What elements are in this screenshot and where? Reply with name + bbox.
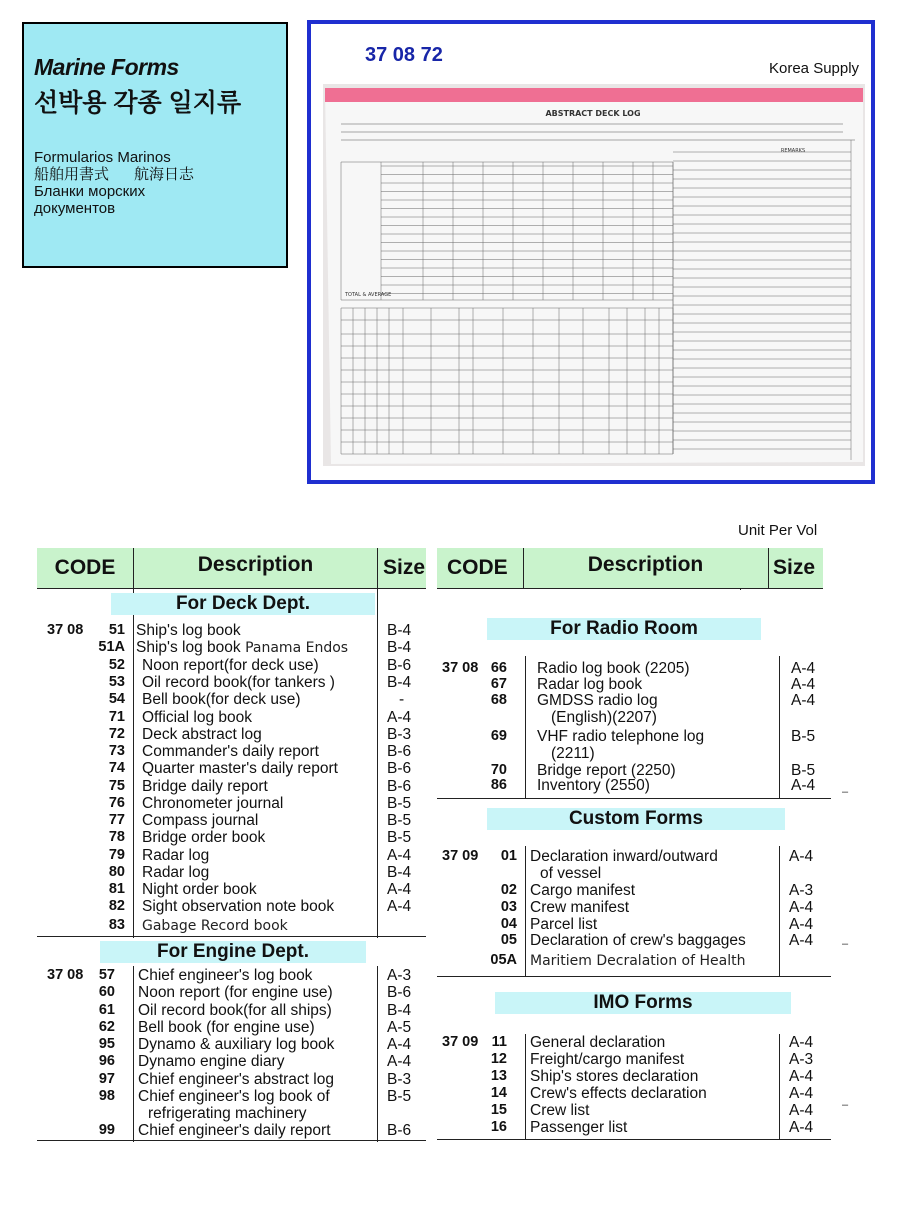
description-text: Quarter master's daily report (142, 760, 338, 777)
description-text: Chief engineer's log book of (138, 1088, 330, 1105)
code-number: 78 (108, 829, 125, 845)
description-text: Declaration inward/outward (530, 848, 718, 865)
title-russian-line2: документов (34, 200, 116, 217)
catalog-row (37, 984, 426, 1001)
section-title-engine-dept: For Engine Dept. (100, 941, 366, 963)
catalog-row (37, 691, 426, 708)
size-value: B-4 (387, 622, 412, 639)
size-value: A-4 (387, 1053, 412, 1070)
size-value: B-5 (387, 829, 412, 846)
catalog-row (437, 882, 831, 899)
catalog-row (37, 743, 426, 760)
size-value: B-6 (387, 657, 412, 674)
catalog-row (437, 692, 831, 726)
description-text: Bridge report (2250) (537, 762, 676, 779)
description-text: Compass journal (142, 812, 259, 829)
header-description: Description (587, 553, 704, 576)
abstract-deck-log-photo (323, 84, 865, 466)
item-description (530, 1102, 589, 1119)
catalog-row (437, 1034, 831, 1051)
row-divider (37, 1140, 426, 1141)
section-title-custom-forms: Custom Forms (487, 808, 785, 830)
row-divider (437, 798, 831, 799)
catalog-row (37, 1122, 426, 1139)
item-description (530, 899, 629, 916)
size-value: A-3 (789, 882, 814, 899)
code-number: 73 (108, 743, 125, 759)
item-description (142, 881, 257, 898)
code-number: 52 (108, 657, 125, 673)
code-number: 11 (491, 1034, 507, 1050)
item-description (537, 692, 658, 726)
item-description (142, 726, 262, 743)
description-text: Parcel list (530, 916, 598, 933)
row-divider (37, 936, 426, 937)
code-prefix: 37 09 (442, 848, 479, 864)
item-description (530, 1119, 627, 1136)
description-text: Noon report (for engine use) (138, 984, 333, 1001)
catalog-row (37, 674, 426, 691)
section-title-imo-forms: IMO Forms (495, 992, 791, 1014)
size-value: B-5 (387, 1088, 412, 1105)
title-english: Marine Forms (34, 54, 179, 80)
code-number: 05A (490, 952, 517, 968)
code-prefix: 37 08 (442, 660, 479, 676)
item-description (142, 864, 209, 881)
left-table-header (37, 548, 426, 588)
item-description (142, 898, 334, 915)
description-text: Official log book (142, 709, 252, 726)
description-text: GMDSS radio log (537, 692, 658, 709)
margin-dash: – (842, 938, 849, 950)
row-divider (37, 588, 426, 589)
code-number: 74 (108, 760, 125, 776)
header-description: Description (197, 553, 314, 576)
description-text: Passenger list (530, 1119, 628, 1136)
size-value: A-4 (791, 692, 816, 709)
catalog-row (37, 778, 426, 795)
item-description (138, 1053, 284, 1070)
catalog-row (437, 676, 831, 693)
catalog-row (437, 1102, 831, 1119)
item-description (138, 1088, 330, 1122)
catalog-row (437, 1119, 831, 1136)
code-number: 70 (490, 762, 507, 778)
description-continuation: (2211) (551, 745, 595, 762)
code-number: 97 (98, 1071, 115, 1087)
size-value: - (399, 691, 405, 708)
code-number: 80 (108, 864, 125, 880)
item-description (138, 1071, 334, 1088)
catalog-row (437, 899, 831, 916)
description-text: Chief engineer's abstract log (138, 1071, 334, 1088)
size-value: A-4 (387, 898, 412, 915)
item-description (136, 639, 348, 657)
catalog-row (437, 728, 831, 762)
item-description (530, 932, 746, 949)
row-divider (437, 1139, 831, 1140)
description-text: Sight observation note book (142, 898, 335, 915)
code-number: 96 (98, 1053, 115, 1069)
description-text: Commander's daily report (142, 743, 319, 760)
catalog-row (37, 1071, 426, 1088)
description-text: Dynamo engine diary (138, 1053, 285, 1070)
code-number: 12 (490, 1051, 507, 1067)
description-text: Deck abstract log (142, 726, 262, 743)
code-number: 05 (500, 932, 517, 948)
item-description (530, 1085, 707, 1102)
description-text: Bridge daily report (142, 778, 268, 795)
size-value: A-4 (387, 847, 412, 864)
code-number: 82 (108, 898, 125, 914)
size-value: A-4 (789, 1102, 814, 1119)
size-value: A-4 (387, 1036, 412, 1053)
description-text: Crew's effects declaration (530, 1085, 707, 1102)
form-pink-band (325, 88, 863, 102)
size-value: B-6 (387, 743, 412, 760)
code-number: 14 (490, 1085, 507, 1101)
code-number: 79 (108, 847, 125, 863)
code-number: 60 (98, 984, 115, 1000)
item-description (537, 676, 642, 693)
catalog-row (437, 848, 831, 882)
header-code: CODE (447, 556, 508, 579)
form-title-text: ABSTRACT DECK LOG (545, 109, 641, 118)
title-russian-line1: Бланки морских (34, 183, 146, 200)
code-number: 95 (98, 1036, 115, 1052)
size-value: A-4 (791, 660, 816, 677)
item-description (142, 829, 265, 846)
description-text: Radio log book (2205) (537, 660, 690, 677)
item-description (138, 1002, 332, 1019)
catalog-row (37, 760, 426, 777)
code-number: 68 (490, 692, 507, 708)
item-description (537, 660, 690, 677)
form-total-text: TOTAL & AVERAGE (345, 292, 392, 298)
catalog-row (37, 1002, 426, 1019)
item-description (136, 622, 241, 639)
size-value: B-6 (387, 984, 412, 1001)
row-divider (437, 588, 823, 589)
row-divider (437, 976, 831, 977)
title-korean: 선박용 각종 일지류 (34, 89, 242, 117)
code-number: 72 (108, 726, 125, 742)
size-value: A-4 (789, 899, 814, 916)
item-description (142, 847, 209, 864)
code-number: 83 (108, 917, 125, 933)
code-prefix: 37 09 (442, 1034, 479, 1050)
description-text: Radar log book (537, 676, 643, 693)
code-number: 57 (98, 967, 115, 983)
item-description (138, 1019, 315, 1036)
header-code: CODE (54, 556, 116, 579)
code-number: 16 (490, 1119, 507, 1135)
size-value: A-4 (791, 777, 816, 794)
description-continuation: (English)(2207) (551, 709, 657, 726)
description-text: Noon report(for deck use) (142, 657, 319, 674)
code-number: 01 (500, 848, 517, 864)
catalog-row (437, 1085, 831, 1102)
code-number: 75 (108, 778, 125, 794)
title-spanish: Formularios Marinos (34, 149, 171, 166)
description-text: Cargo manifest (530, 882, 636, 899)
size-value: B-3 (387, 1071, 412, 1088)
column-divider (523, 548, 524, 588)
code-number: 54 (108, 691, 125, 707)
item-description (530, 882, 635, 899)
code-number: 53 (108, 674, 125, 690)
size-value: A-4 (387, 881, 412, 898)
catalog-row (437, 952, 831, 969)
description-text: Bell book(for deck use) (142, 691, 301, 708)
size-value: A-3 (387, 967, 412, 984)
header-size: Size (773, 556, 816, 579)
column-divider (768, 548, 769, 588)
unit-per-vol-label: Unit Per Vol (738, 522, 818, 539)
item-description (142, 778, 268, 795)
code-prefix: 37 08 (47, 622, 84, 638)
code-number: 62 (98, 1019, 115, 1035)
description-text: Dynamo & auxiliary log book (138, 1036, 335, 1053)
item-description (530, 1051, 684, 1068)
catalog-row (37, 1036, 426, 1053)
size-value: B-5 (791, 762, 816, 779)
catalog-row (37, 1053, 426, 1070)
catalog-row (37, 917, 426, 934)
description-note: Maritiem Decralation of Health (530, 953, 746, 969)
description-text: Night order book (142, 881, 257, 898)
description-text: Radar log (142, 864, 210, 881)
description-text: Chief engineer's daily report (138, 1122, 331, 1139)
description-continuation: refrigerating machinery (148, 1105, 307, 1122)
size-value: B-4 (387, 1002, 412, 1019)
header-size: Size (383, 556, 426, 579)
catalog-row (37, 967, 426, 984)
item-description (530, 916, 597, 933)
size-value: A-4 (789, 1119, 814, 1136)
catalog-title-box (22, 22, 288, 268)
item-description (142, 917, 288, 935)
catalog-row (37, 898, 426, 915)
code-number: 69 (490, 728, 507, 744)
form-remarks-text: REMARKS (780, 148, 806, 154)
product-photo-frame (307, 20, 875, 484)
size-value: A-4 (789, 916, 814, 933)
size-value: A-4 (791, 676, 816, 693)
description-text: Chronometer journal (142, 795, 284, 812)
size-value: B-6 (387, 1122, 412, 1139)
description-text: Crew manifest (530, 899, 630, 916)
code-number: 77 (108, 812, 125, 828)
catalog-row (37, 847, 426, 864)
size-value: A-5 (387, 1019, 412, 1036)
size-value: A-4 (789, 848, 814, 865)
catalog-row (37, 812, 426, 829)
description-text: Ship's stores declaration (530, 1068, 699, 1085)
description-text: Oil record book(for all ships) (138, 1002, 332, 1019)
item-description (138, 967, 312, 984)
code-number: 15 (490, 1102, 507, 1118)
catalog-row (37, 795, 426, 812)
catalog-row (37, 622, 426, 639)
code-number: 86 (490, 777, 507, 793)
size-value: B-3 (387, 726, 412, 743)
section-title-deck-dept: For Deck Dept. (111, 593, 375, 615)
catalog-row (437, 932, 831, 949)
size-value: B-6 (387, 760, 412, 777)
description-text: Oil record book(for tankers ) (142, 674, 335, 691)
code-number: 71 (108, 709, 125, 725)
item-description (142, 674, 335, 691)
item-description (530, 952, 745, 970)
code-number: 76 (108, 795, 125, 811)
size-value: A-4 (789, 932, 814, 949)
description-text: Ship's log book (136, 639, 241, 656)
size-value: B-4 (387, 674, 412, 691)
section-title-radio-room: For Radio Room (487, 618, 761, 640)
description-text: Bridge order book (142, 829, 266, 846)
catalog-row (37, 726, 426, 743)
catalog-row (437, 777, 831, 794)
item-description (537, 777, 650, 794)
item-description (537, 728, 704, 762)
size-value: B-4 (387, 639, 412, 656)
catalog-row (437, 1051, 831, 1068)
catalog-row (37, 639, 426, 656)
size-value: A-4 (387, 709, 412, 726)
code-number: 51A (98, 639, 125, 655)
code-number: 03 (500, 899, 517, 915)
catalog-row (37, 829, 426, 846)
size-value: A-4 (789, 1085, 814, 1102)
code-number: 81 (108, 881, 125, 897)
description-text: Chief engineer's log book (138, 967, 313, 984)
title-chinese: 船舶用書式 航海日志 (34, 166, 195, 183)
description-note: Panama Endos (240, 640, 349, 656)
item-description (138, 1122, 331, 1139)
item-description (530, 1034, 665, 1051)
item-description (142, 691, 301, 708)
catalog-row (37, 657, 426, 674)
code-number: 66 (490, 660, 507, 676)
size-value: B-5 (387, 812, 412, 829)
catalog-row (437, 916, 831, 933)
catalog-row (437, 660, 831, 677)
description-text: Radar log (142, 847, 210, 864)
item-description (530, 1068, 698, 1085)
item-description (142, 812, 258, 829)
code-number: 99 (98, 1122, 115, 1138)
item-description (142, 657, 319, 674)
description-text: Inventory (2550) (537, 777, 650, 794)
code-number: 67 (490, 676, 507, 692)
description-note: Gabage Record book (142, 918, 288, 934)
description-text: VHF radio telephone log (537, 728, 705, 745)
item-description (142, 709, 252, 726)
item-description (138, 984, 333, 1001)
product-code: 37 08 72 (365, 44, 443, 66)
size-value: A-4 (789, 1034, 814, 1051)
item-description (142, 760, 338, 777)
size-value: B-4 (387, 864, 412, 881)
item-description (138, 1036, 334, 1053)
code-number: 04 (500, 916, 517, 932)
description-text: Ship's log book (136, 622, 241, 639)
catalog-row (37, 864, 426, 881)
item-description (142, 795, 283, 812)
margin-dash: – (842, 786, 849, 798)
size-value: B-5 (387, 795, 412, 812)
size-value: A-3 (789, 1051, 814, 1068)
right-table-header (437, 548, 823, 588)
description-text: General declaration (530, 1034, 666, 1051)
size-value: B-6 (387, 778, 412, 795)
size-value: B-5 (791, 728, 816, 745)
catalog-row (37, 1088, 426, 1122)
catalog-row (437, 1068, 831, 1085)
code-number: 02 (500, 882, 517, 898)
description-continuation: of vessel (540, 865, 602, 882)
code-number: 13 (490, 1068, 507, 1084)
item-description (142, 743, 319, 760)
description-text: Freight/cargo manifest (530, 1051, 685, 1068)
catalog-row (37, 881, 426, 898)
description-text: Declaration of crew's baggages (530, 932, 746, 949)
catalog-row (37, 1019, 426, 1036)
code-number: 61 (98, 1002, 115, 1018)
description-text: Crew list (530, 1102, 590, 1119)
margin-dash: – (842, 1099, 849, 1111)
code-number: 51 (108, 622, 125, 638)
item-description (530, 848, 718, 882)
code-number: 98 (98, 1088, 115, 1104)
code-prefix: 37 08 (47, 967, 84, 983)
size-value: A-4 (789, 1068, 814, 1085)
supplier-label: Korea Supply (769, 60, 860, 77)
catalog-row (37, 709, 426, 726)
description-text: Bell book (for engine use) (138, 1019, 315, 1036)
